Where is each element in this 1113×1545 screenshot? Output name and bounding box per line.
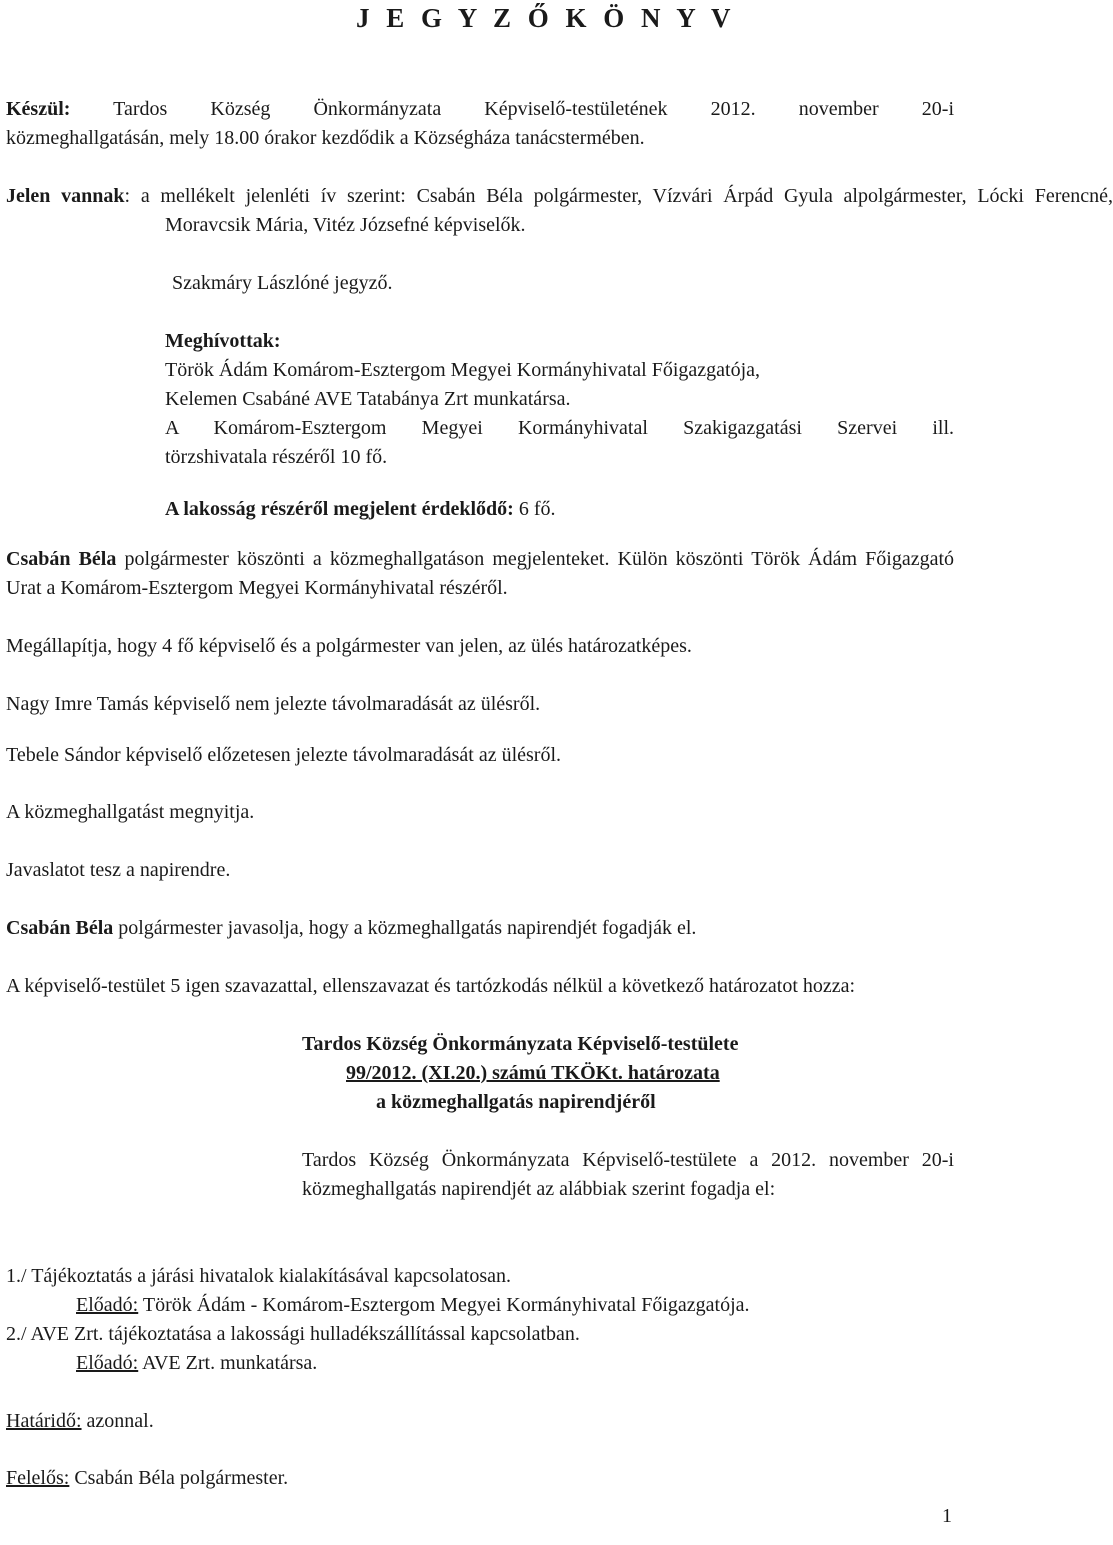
hatarido-label: Határidő: <box>6 1410 82 1432</box>
hatarido-value: azonnal. <box>81 1410 154 1432</box>
jelen-label: Jelen vannak <box>6 185 125 207</box>
paragraph-tebele: Tebele Sándor képviselő előzetesen jelezte távolmaradását az ülésről. <box>6 744 562 766</box>
eloado-label: Előadó: <box>76 1352 139 1374</box>
lakossag-value: 6 fő. <box>518 498 556 520</box>
felelos-value: Csabán Béla polgármester. <box>69 1467 289 1489</box>
keszul-text: Tardos Község Önkormányzata Képviselő-testületének 2012. november 20-i <box>113 98 954 120</box>
resolution-title-line3: a közmeghallgatás napirendjéről <box>376 1091 656 1113</box>
resolution-title-line1: Tardos Község Önkormányzata Képviselő-testülete <box>302 1033 739 1055</box>
koszonti-name: Csabán Béla <box>6 548 117 570</box>
agenda-item-2-eloado <box>76 1349 954 1378</box>
javasolja-name: Csabán Béla <box>6 917 114 939</box>
szavazas-paragraph: A képviselő-testület 5 igen szavazattal, ellenszavazat és tartózkodás nélkül a következő határozatot hozza: <box>6 975 856 997</box>
keszul-label: Készül: <box>6 98 71 120</box>
lakossag-label: A lakosság részéről megjelent érdeklődő: <box>165 498 514 520</box>
eloado-label: Előadó: <box>76 1294 139 1316</box>
paragraph-napirend: Javaslatot tesz a napirendre. <box>6 859 231 881</box>
resolution-body: Tardos Község Önkormányzata Képviselő-testülete a 2012. november 20-i közmeghallgatás napirendjét az alábbiak szerint fogadja el: <box>302 1149 954 1200</box>
agenda-item-1: 1./ Tájékoztatás a járási hivatalok kialakításával kapcsolatosan. <box>6 1265 511 1287</box>
jelen-text: : a mellékelt jelenléti ív szerint: Csabán Béla polgármester, Vízvári Árpád Gyula alpolgármester, Lócki Ferencné, Moravcsik Mária, Vitéz Józsefné képviselők. <box>124 185 1113 236</box>
eloado-value: Török Ádám - Komárom-Esztergom Megyei Kormányhivatal Főigazgatója. <box>138 1294 750 1316</box>
agenda-item-2: 2./ AVE Zrt. tájékoztatása a lakossági hulladékszállítással kapcsolatban. <box>6 1323 580 1345</box>
koszonti-text: polgármester köszönti a közmeghallgatáson megjelenteket. Külön köszönti Török Ádám Főigazgató Urat a Komárom-Esztergom Megyei Kormányhivatal részéről. <box>6 548 955 599</box>
paragraph-megnyitja: A közmeghallgatást megnyitja. <box>6 801 255 823</box>
felelos-label: Felelős: <box>6 1467 70 1489</box>
meghivott-line1: Török Ádám Komárom-Esztergom Megyei Kormányhivatal Főigazgatója, <box>165 359 761 381</box>
meghivott-line3: A Komárom-Esztergom Megyei Kormányhivatal Szakigazgatási Szervei ill. <box>165 417 954 439</box>
keszul-line1 <box>6 95 954 124</box>
koszonti-paragraph <box>6 545 954 603</box>
hatarido <box>6 1407 954 1436</box>
lakossag <box>165 495 954 524</box>
paragraph-hatarozatkepes: Megállapítja, hogy 4 fő képviselő és a polgármester van jelen, az ülés határozatképes. <box>6 635 692 657</box>
meghivott-line2: Kelemen Csabáné AVE Tatabánya Zrt munkatársa. <box>165 388 571 410</box>
javasolja-paragraph <box>6 914 954 943</box>
page-number: 1 <box>942 1505 952 1527</box>
agenda-item-1-eloado <box>76 1291 954 1320</box>
eloado-value: AVE Zrt. munkatársa. <box>138 1352 318 1374</box>
meghivott-line4: törzshivatala részéről 10 fő. <box>165 446 388 468</box>
keszul-line2: közmeghallgatásán, mely 18.00 órakor kezdődik a Községháza tanácstermében. <box>6 127 645 149</box>
felelos <box>6 1464 954 1493</box>
document-title: J E G Y Z Ő K Ö N Y V <box>356 3 736 33</box>
paragraph-nagy-imre: Nagy Imre Tamás képviselő nem jelezte távolmaradását az ülésről. <box>6 693 541 715</box>
javasolja-text: polgármester javasolja, hogy a közmeghallgatás napirendjét fogadják el. <box>118 917 697 939</box>
jelen-vannak <box>6 182 1113 240</box>
jegyzo: Szakmáry Lászlóné jegyző. <box>172 272 393 294</box>
resolution-title-line2: 99/2012. (XI.20.) számú TKÖKt. határozata <box>346 1062 720 1084</box>
meghivottak-label: Meghívottak: <box>165 330 281 352</box>
